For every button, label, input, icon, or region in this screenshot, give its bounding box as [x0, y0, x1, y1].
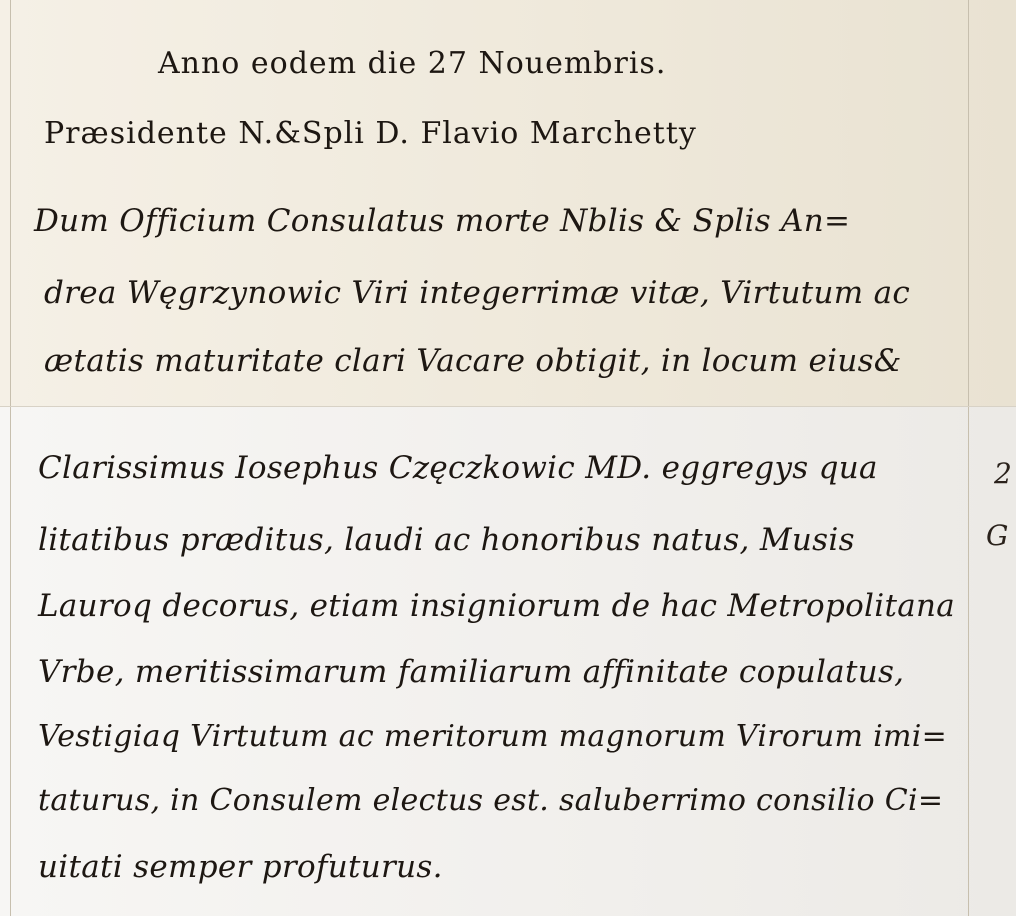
text-line: Clarissimus Iosephus Częczkowic MD. eggregys qua [38, 450, 878, 486]
manuscript-page-top [0, 0, 1016, 406]
text-line: drea Węgrzynowic Viri integerrimæ vitæ, Virtutum ac [44, 275, 911, 311]
text-line: litatibus præditus, laudi ac honoribus natus, Musis [38, 522, 855, 558]
heading-president-line: Præsidente N.&Spli D. Flavio Marchetty [44, 116, 697, 151]
text-line: Lauroq decorus, etiam insigniorum de hac Metropolitana [38, 588, 956, 624]
text-line: uitati semper profuturus. [38, 849, 443, 885]
margin-rule-right [968, 0, 969, 406]
text-line: Vrbe, meritissimarum familiarum affinitate copulatus, [38, 654, 905, 690]
margin-note-number: 2 [994, 457, 1012, 490]
text-line: ætatis maturitate clari Vacare obtigit, in locum eius& [44, 343, 902, 379]
manuscript-page-bottom [0, 406, 1016, 916]
margin-note-letter: G [986, 519, 1009, 552]
margin-rule-left [10, 407, 11, 916]
text-line: Dum Officium Consulatus morte Nblis & Splis An= [34, 203, 851, 239]
heading-date-line: Anno eodem die 27 Nouembris. [158, 46, 667, 81]
text-line: Vestigiaq Virtutum ac meritorum magnorum Virorum imi= [38, 719, 948, 754]
text-line: taturus, in Consulem electus est. saluberrimo consilio Ci= [38, 783, 944, 818]
margin-rule-left [10, 0, 11, 406]
margin-rule-right [968, 407, 969, 916]
